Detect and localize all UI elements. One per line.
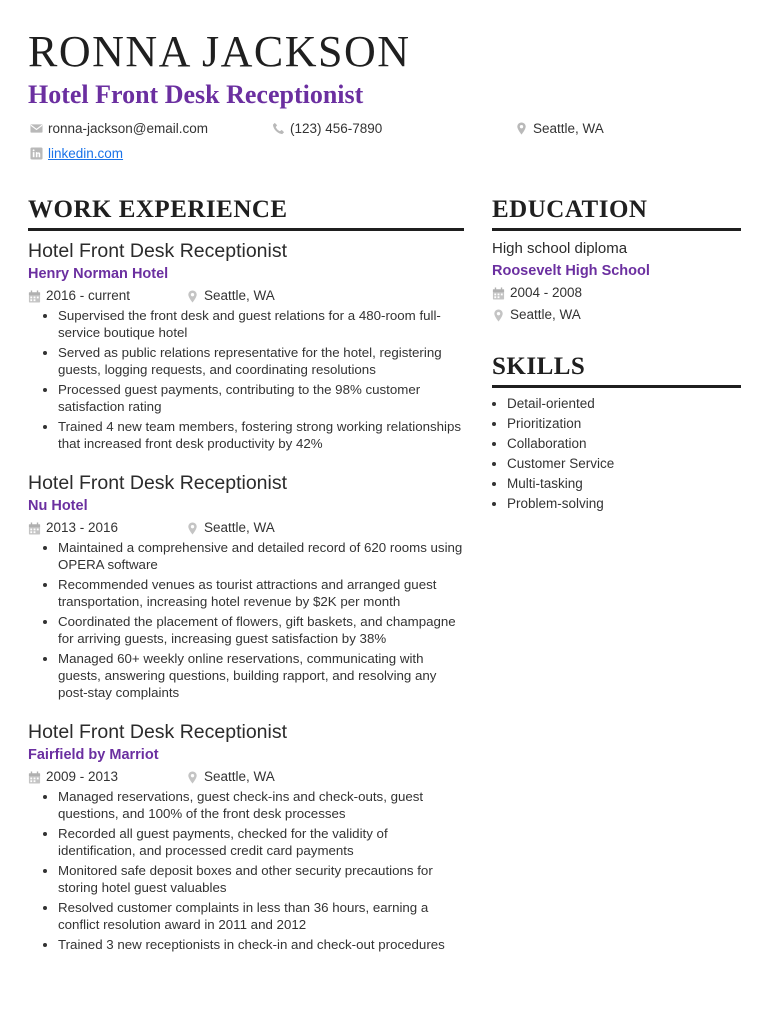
location-text: Seattle, WA <box>533 121 604 136</box>
calendar-icon <box>28 290 41 303</box>
skills-section <box>492 394 742 514</box>
skill-item: • Problem-solving <box>507 494 742 514</box>
job-bullet: • Supervised the front desk and guest relations for a 480-room full-service boutique hotel <box>58 307 464 341</box>
job-bullet: • Resolved customer complaints in less than 36 hours, earning a conflict resolution award in 2011 and 2012 <box>58 899 464 933</box>
linkedin-link[interactable]: linkedin.com <box>48 146 124 161</box>
job-dates <box>28 285 186 307</box>
job-bullets <box>28 539 464 701</box>
job-bullet: • Recommended venues as tourist attractions and arranged guest transportation, increasing hotel revenue by $2K per month <box>58 576 464 610</box>
job-location-text: Seattle, WA <box>204 520 275 535</box>
sidebar-column <box>492 238 742 326</box>
skills-list <box>492 394 742 514</box>
job-bullet: • Coordinated the placement of flowers, gift baskets, and champagne for arriving guests, increasing guest satisfaction by 38% <box>58 613 464 647</box>
contact-linkedin <box>30 146 123 161</box>
calendar-icon <box>492 287 505 300</box>
job-entry <box>28 238 464 452</box>
job-dates-text: 2016 - current <box>46 288 131 303</box>
degree: High school diploma <box>492 240 628 257</box>
job-bullet: • Trained 3 new receptionists in check-in and check-out procedures <box>58 936 464 953</box>
job-location-text: Seattle, WA <box>204 769 275 784</box>
skills-heading: SKILLS <box>492 353 741 388</box>
skill-item: • Detail-oriented <box>507 394 742 414</box>
job-dates-text: 2009 - 2013 <box>46 769 119 784</box>
skill-item: • Multi-tasking <box>507 474 742 494</box>
job-location <box>186 517 275 539</box>
job-bullet: • Maintained a comprehensive and detailed record of 620 rooms using OPERA software <box>58 539 464 573</box>
candidate-title: Hotel Front Desk Receptionist <box>28 80 364 109</box>
job-title: Hotel Front Desk Receptionist <box>28 240 288 262</box>
skill-item: • Customer Service <box>507 454 742 474</box>
location-pin-icon <box>492 309 505 322</box>
email-text: ronna-jackson@email.com <box>48 121 209 136</box>
candidate-name: RONNA JACKSON <box>28 27 411 76</box>
job-location <box>186 766 275 788</box>
envelope-icon <box>30 122 43 135</box>
job-bullet: • Trained 4 new team members, fostering strong working relationships that increased front desk productivity by 42% <box>58 418 464 452</box>
job-bullet: • Monitored safe deposit boxes and other security precautions for storing hotel guest valuables <box>58 862 464 896</box>
education-location <box>492 304 742 326</box>
job-bullet: • Processed guest payments, contributing to the 98% customer satisfaction rating <box>58 381 464 415</box>
job-bullet: • Recorded all guest payments, checked for the validity of identification, and processed credit card payments <box>58 825 464 859</box>
job-bullet: • Served as public relations representative for the hotel, registering guests, logging requests, and coordinating resolutions <box>58 344 464 378</box>
job-title: Hotel Front Desk Receptionist <box>28 472 288 494</box>
company-name: Nu Hotel <box>28 498 88 514</box>
phone-text: (123) 456-7890 <box>290 121 383 136</box>
location-pin-icon <box>186 771 199 784</box>
linkedin-icon <box>30 147 43 160</box>
contact-email <box>30 121 208 136</box>
job-meta <box>28 766 464 788</box>
job-dates <box>28 766 186 788</box>
education-section <box>492 238 742 326</box>
education-location-text: Seattle, WA <box>510 307 581 322</box>
job-location-text: Seattle, WA <box>204 288 275 303</box>
job-meta <box>28 285 464 307</box>
location-pin-icon <box>186 522 199 535</box>
job-title: Hotel Front Desk Receptionist <box>28 721 288 743</box>
skill-item: • Collaboration <box>507 434 742 454</box>
job-location <box>186 285 275 307</box>
school-name: Roosevelt High School <box>492 263 650 279</box>
education-heading: EDUCATION <box>492 196 741 231</box>
company-name: Henry Norman Hotel <box>28 266 169 282</box>
location-pin-icon <box>186 290 199 303</box>
contact-phone <box>272 121 382 136</box>
calendar-icon <box>28 771 41 784</box>
location-pin-icon <box>515 122 528 135</box>
job-bullet: • Managed reservations, guest check-ins and check-outs, guest questions, and 100% of the front desk processes <box>58 788 464 822</box>
job-dates-text: 2013 - 2016 <box>46 520 119 535</box>
education-dates-text: 2004 - 2008 <box>510 285 583 300</box>
phone-icon <box>272 122 285 135</box>
work-experience-section <box>28 238 464 971</box>
skill-item: • Prioritization <box>507 414 742 434</box>
job-bullet: • Managed 60+ weekly online reservations, communicating with guests, answering questions, building rapport, and resolving any post-stay complaints <box>58 650 464 701</box>
job-entry <box>28 470 464 701</box>
job-bullets <box>28 307 464 452</box>
contact-location <box>515 121 604 136</box>
calendar-icon <box>28 522 41 535</box>
education-dates <box>492 282 742 304</box>
job-entry <box>28 719 464 953</box>
job-bullets <box>28 788 464 953</box>
job-meta <box>28 517 464 539</box>
job-dates <box>28 517 186 539</box>
company-name: Fairfield by Marriot <box>28 747 159 763</box>
work-experience-heading: WORK EXPERIENCE <box>28 196 464 231</box>
